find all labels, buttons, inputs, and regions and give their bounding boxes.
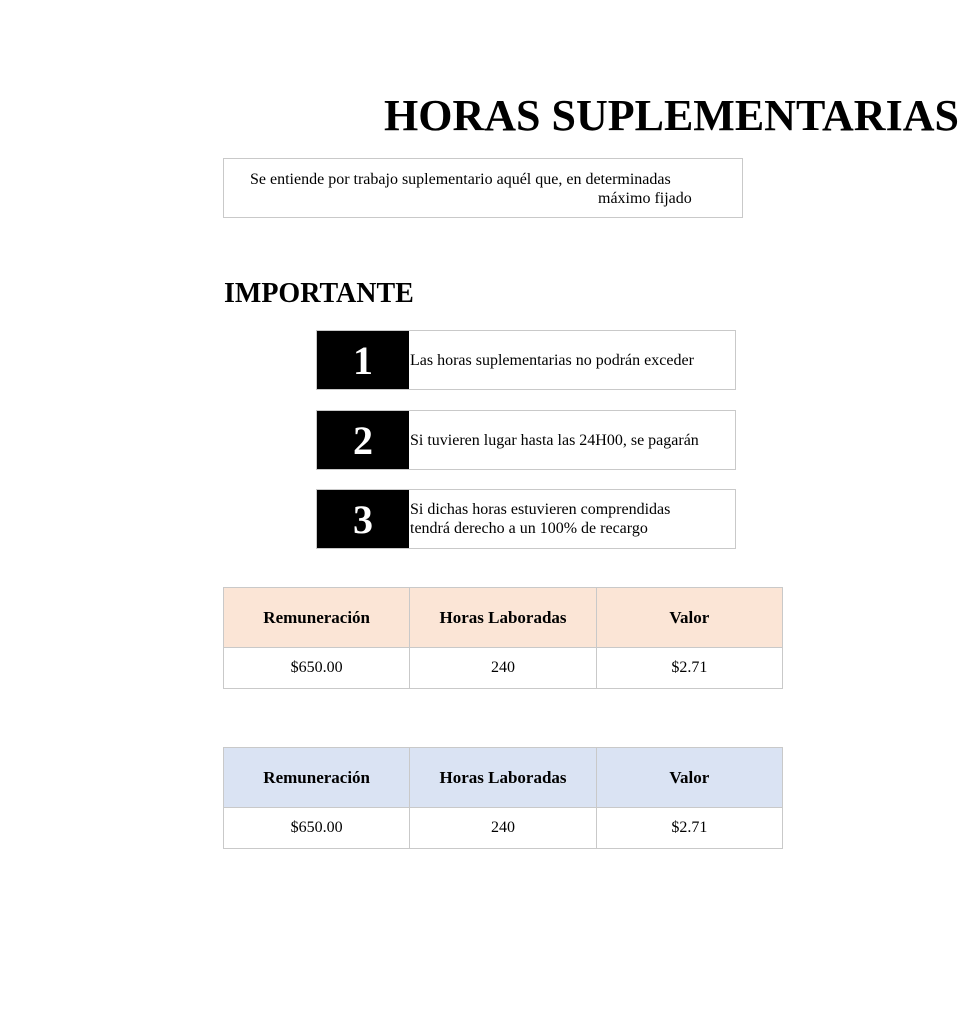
intro-line-1: Se entiende por trabajo suplementario aquél que, en determinadas — [250, 171, 671, 188]
table-header-row — [224, 748, 783, 808]
cell-remuneracion: $650.00 — [224, 648, 410, 689]
header-valor: Valor — [596, 588, 782, 648]
rule-text-line: Las horas suplementarias no podrán exceder — [410, 351, 694, 369]
intro-box — [223, 158, 743, 218]
table-row — [224, 648, 783, 689]
rule-text — [410, 411, 730, 469]
importante-heading: IMPORTANTE — [224, 278, 414, 309]
rule-number: 2 — [317, 411, 409, 469]
cell-valor: $2.71 — [596, 808, 782, 849]
rule-text-line: Si tuvieren lugar hasta las 24H00, se pagarán — [410, 431, 699, 449]
rule-text — [410, 490, 730, 548]
table-row — [224, 808, 783, 849]
cell-remuneracion: $650.00 — [224, 808, 410, 849]
rule-text — [410, 331, 730, 389]
page-title: HORAS SUPLEMENTARIAS — [384, 91, 959, 140]
header-horas-laboradas: Horas Laboradas — [410, 748, 596, 808]
rule-3 — [316, 489, 736, 549]
rule-1 — [316, 330, 736, 390]
cell-valor: $2.71 — [596, 648, 782, 689]
salary-table-1 — [223, 587, 783, 689]
salary-table-2 — [223, 747, 783, 849]
cell-horas-laboradas: 240 — [410, 648, 596, 689]
rule-text-line: Si dichas horas estuvieren comprendidas — [410, 501, 671, 518]
header-valor: Valor — [596, 748, 782, 808]
rule-2 — [316, 410, 736, 470]
table-header-row — [224, 588, 783, 648]
header-remuneracion: Remuneración — [224, 748, 410, 808]
intro-line-2: máximo fijado — [598, 190, 692, 207]
header-remuneracion: Remuneración — [224, 588, 410, 648]
cell-horas-laboradas: 240 — [410, 808, 596, 849]
rule-text-line: tendrá derecho a un 100% de recargo — [410, 520, 648, 537]
rule-number: 3 — [317, 490, 409, 548]
header-horas-laboradas: Horas Laboradas — [410, 588, 596, 648]
rule-number: 1 — [317, 331, 409, 389]
